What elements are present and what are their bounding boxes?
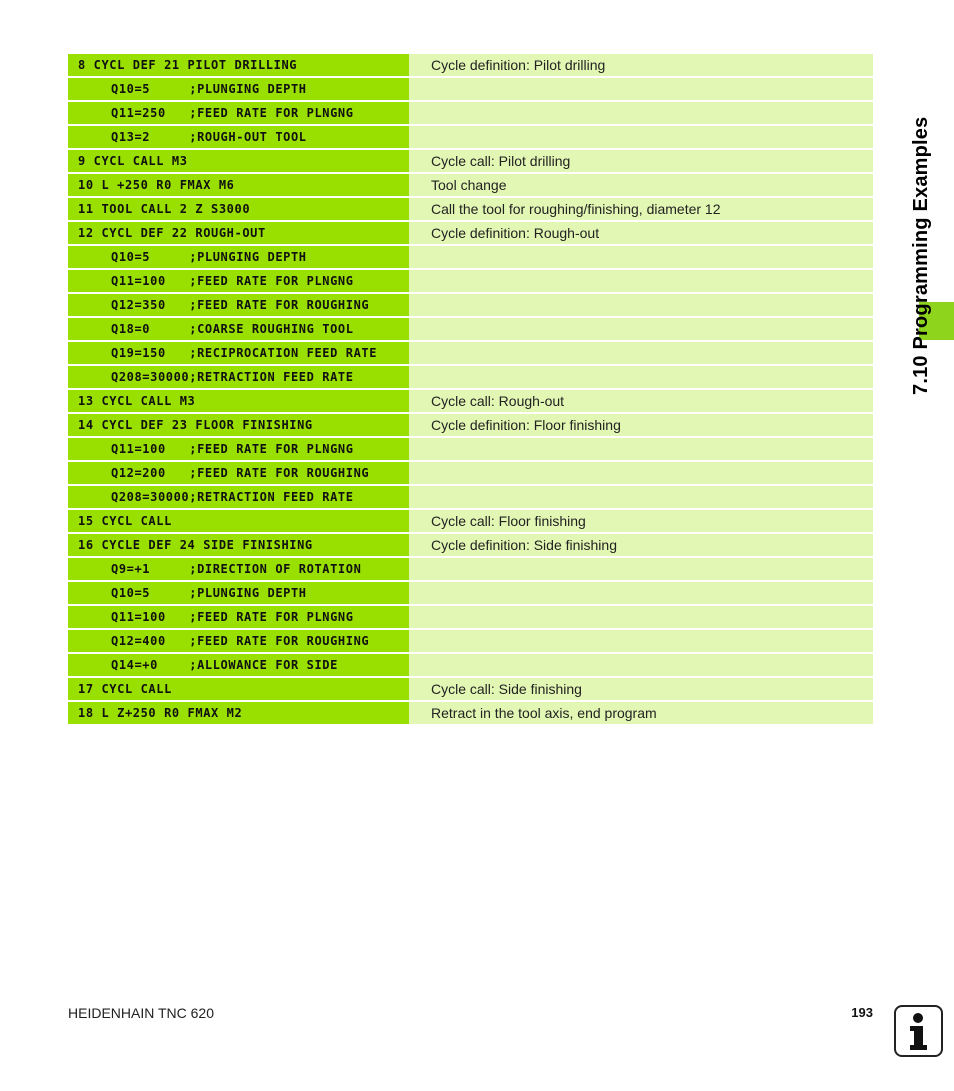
nc-code-cell: Q13=2 ;ROUGH-OUT TOOL [68,126,409,148]
table-row [68,654,873,676]
description-cell: Cycle definition: Side finishing [409,534,873,556]
description-cell [409,654,873,676]
table-row [68,390,873,412]
description-cell [409,102,873,124]
table-row [68,342,873,364]
table-row [68,438,873,460]
nc-code-cell: Q18=0 ;COARSE ROUGHING TOOL [68,318,409,340]
table-row [68,702,873,724]
nc-code-cell: Q208=30000;RETRACTION FEED RATE [68,366,409,388]
table-row [68,558,873,580]
nc-code-cell: Q9=+1 ;DIRECTION OF ROTATION [68,558,409,580]
table-row [68,534,873,556]
description-cell: Cycle call: Pilot drilling [409,150,873,172]
nc-code-cell: 13 CYCL CALL M3 [68,390,409,412]
description-cell: Cycle call: Rough-out [409,390,873,412]
nc-code-cell: 11 TOOL CALL 2 Z S3000 [68,198,409,220]
description-cell: Tool change [409,174,873,196]
table-row [68,630,873,652]
nc-code-cell: 8 CYCL DEF 21 PILOT DRILLING [68,54,409,76]
description-cell: Call the tool for roughing/finishing, diameter 12 [409,198,873,220]
nc-code-cell: Q12=350 ;FEED RATE FOR ROUGHING [68,294,409,316]
nc-code-cell: Q10=5 ;PLUNGING DEPTH [68,78,409,100]
description-cell: Cycle definition: Pilot drilling [409,54,873,76]
table-row [68,582,873,604]
description-cell: Retract in the tool axis, end program [409,702,873,724]
nc-code-cell: Q12=200 ;FEED RATE FOR ROUGHING [68,462,409,484]
table-row [68,678,873,700]
nc-code-cell: Q208=30000;RETRACTION FEED RATE [68,486,409,508]
description-cell [409,294,873,316]
description-cell [409,558,873,580]
table-row [68,462,873,484]
description-cell: Cycle call: Side finishing [409,678,873,700]
nc-code-cell: Q11=100 ;FEED RATE FOR PLNGNG [68,438,409,460]
nc-code-cell: Q14=+0 ;ALLOWANCE FOR SIDE [68,654,409,676]
nc-code-cell: 14 CYCL DEF 23 FLOOR FINISHING [68,414,409,436]
nc-code-cell: Q11=100 ;FEED RATE FOR PLNGNG [68,606,409,628]
table-row [68,102,873,124]
table-row [68,486,873,508]
nc-code-cell: Q11=250 ;FEED RATE FOR PLNGNG [68,102,409,124]
nc-code-cell: Q10=5 ;PLUNGING DEPTH [68,246,409,268]
description-cell: Cycle definition: Floor finishing [409,414,873,436]
info-icon [894,1005,943,1057]
description-cell: Cycle call: Floor finishing [409,510,873,532]
table-row [68,294,873,316]
table-row [68,510,873,532]
description-cell [409,582,873,604]
table-row [68,246,873,268]
description-cell [409,246,873,268]
description-cell: Cycle definition: Rough-out [409,222,873,244]
description-cell [409,606,873,628]
page-number: 193 [851,1005,873,1020]
description-cell [409,126,873,148]
table-row [68,222,873,244]
description-cell [409,78,873,100]
nc-code-cell: Q10=5 ;PLUNGING DEPTH [68,582,409,604]
table-row [68,78,873,100]
program-table [68,54,873,726]
table-row [68,414,873,436]
chapter-title: 7.10 Programming Examples [910,116,932,395]
table-row [68,198,873,220]
description-cell [409,270,873,292]
table-row [68,366,873,388]
table-row [68,126,873,148]
nc-code-cell: 16 CYCLE DEF 24 SIDE FINISHING [68,534,409,556]
nc-code-cell: 15 CYCL CALL [68,510,409,532]
footer-product-name: HEIDENHAIN TNC 620 [68,1005,215,1021]
nc-code-cell: Q12=400 ;FEED RATE FOR ROUGHING [68,630,409,652]
table-row [68,174,873,196]
nc-code-cell: 12 CYCL DEF 22 ROUGH-OUT [68,222,409,244]
description-cell [409,318,873,340]
nc-code-cell: 9 CYCL CALL M3 [68,150,409,172]
table-row [68,270,873,292]
nc-code-cell: Q19=150 ;RECIPROCATION FEED RATE [68,342,409,364]
description-cell [409,366,873,388]
description-cell [409,438,873,460]
nc-code-cell: 17 CYCL CALL [68,678,409,700]
table-row [68,54,873,76]
description-cell [409,462,873,484]
description-cell [409,342,873,364]
description-cell [409,630,873,652]
nc-code-cell: Q11=100 ;FEED RATE FOR PLNGNG [68,270,409,292]
table-row [68,606,873,628]
table-row [68,150,873,172]
nc-code-cell: 18 L Z+250 R0 FMAX M2 [68,702,409,724]
table-row [68,318,873,340]
nc-code-cell: 10 L +250 R0 FMAX M6 [68,174,409,196]
description-cell [409,486,873,508]
